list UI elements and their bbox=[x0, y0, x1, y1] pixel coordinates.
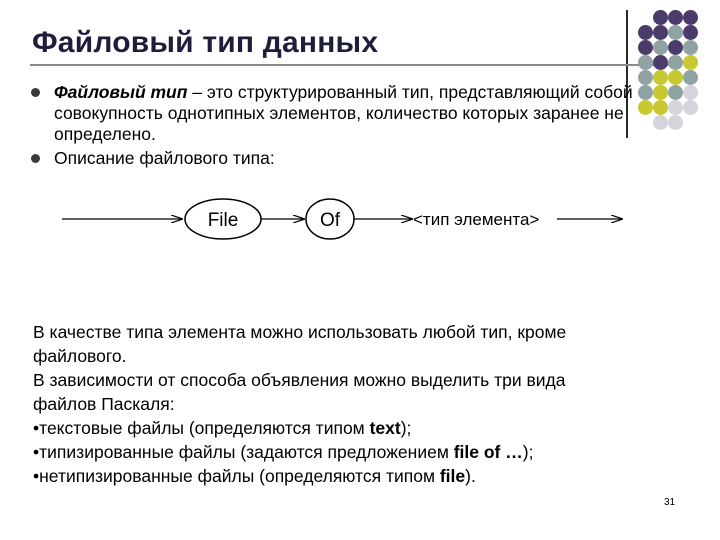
dot bbox=[668, 115, 683, 130]
bullet-item-definition bbox=[30, 82, 640, 145]
dot bbox=[668, 55, 683, 70]
bullet-marker-icon bbox=[31, 154, 40, 163]
dot bbox=[638, 25, 653, 40]
item-text: ). bbox=[465, 466, 476, 486]
dot bbox=[683, 25, 698, 40]
diagram-node-file-label: File bbox=[207, 210, 239, 231]
description-block bbox=[33, 320, 683, 488]
diagram-node-of-label: Of bbox=[319, 210, 341, 231]
title-underline bbox=[30, 64, 680, 66]
file-type-item-typed bbox=[33, 440, 683, 464]
dot bbox=[683, 40, 698, 55]
file-type-item-text bbox=[33, 416, 683, 440]
dot bbox=[638, 40, 653, 55]
file-type-item-untyped bbox=[33, 464, 683, 488]
dot bbox=[653, 25, 668, 40]
keyword-text: text bbox=[369, 418, 401, 438]
dot bbox=[683, 100, 698, 115]
dot bbox=[683, 70, 698, 85]
description-line: В зависимости от способа объявления можно выделить три вида bbox=[33, 370, 566, 390]
dot bbox=[653, 40, 668, 55]
dot bbox=[638, 100, 653, 115]
description-line: файлового. bbox=[33, 346, 127, 366]
item-text: •нетипизированные файлы (определяются типом bbox=[33, 466, 440, 486]
dot bbox=[653, 85, 668, 100]
dot bbox=[668, 70, 683, 85]
item-text: ); bbox=[400, 418, 412, 438]
page-number: 31 bbox=[664, 497, 676, 508]
dot bbox=[638, 70, 653, 85]
diagram-element-label: <тип элемента> bbox=[413, 210, 540, 229]
keyword-text: file bbox=[439, 466, 466, 486]
dot bbox=[668, 40, 683, 55]
dot bbox=[653, 70, 668, 85]
slide-title: Файловый тип данных bbox=[32, 26, 379, 59]
dot bbox=[668, 100, 683, 115]
bullet-text: Описание файлового типа: bbox=[54, 148, 275, 168]
dot bbox=[638, 55, 653, 70]
dot bbox=[653, 55, 668, 70]
dot bbox=[638, 85, 653, 100]
dot bbox=[683, 85, 698, 100]
dot bbox=[653, 100, 668, 115]
dot bbox=[653, 115, 668, 130]
dot bbox=[668, 25, 683, 40]
item-text: •текстовые файлы (определяются типом bbox=[33, 418, 370, 438]
dot bbox=[683, 55, 698, 70]
description-line: В качестве типа элемента можно использовать любой тип, кроме bbox=[33, 322, 567, 342]
syntax-diagram bbox=[60, 190, 640, 250]
bullet-list bbox=[30, 82, 640, 172]
bullet-marker-icon bbox=[31, 88, 40, 97]
description-line: файлов Паскаля: bbox=[33, 394, 175, 414]
dot bbox=[668, 10, 683, 25]
bullet-term: Файловый тип bbox=[54, 82, 188, 102]
keyword-text: file of … bbox=[453, 442, 523, 462]
bullet-text: – это структурированный тип, представляющий собой совокупность однотипных элементов, количество которых заранее не определено. bbox=[54, 82, 633, 144]
bullet-item-description bbox=[30, 148, 640, 169]
dot bbox=[683, 10, 698, 25]
dot bbox=[668, 85, 683, 100]
item-text: •типизированные файлы (задаются предложением bbox=[33, 442, 454, 462]
item-text: ); bbox=[522, 442, 534, 462]
dot bbox=[653, 10, 668, 25]
